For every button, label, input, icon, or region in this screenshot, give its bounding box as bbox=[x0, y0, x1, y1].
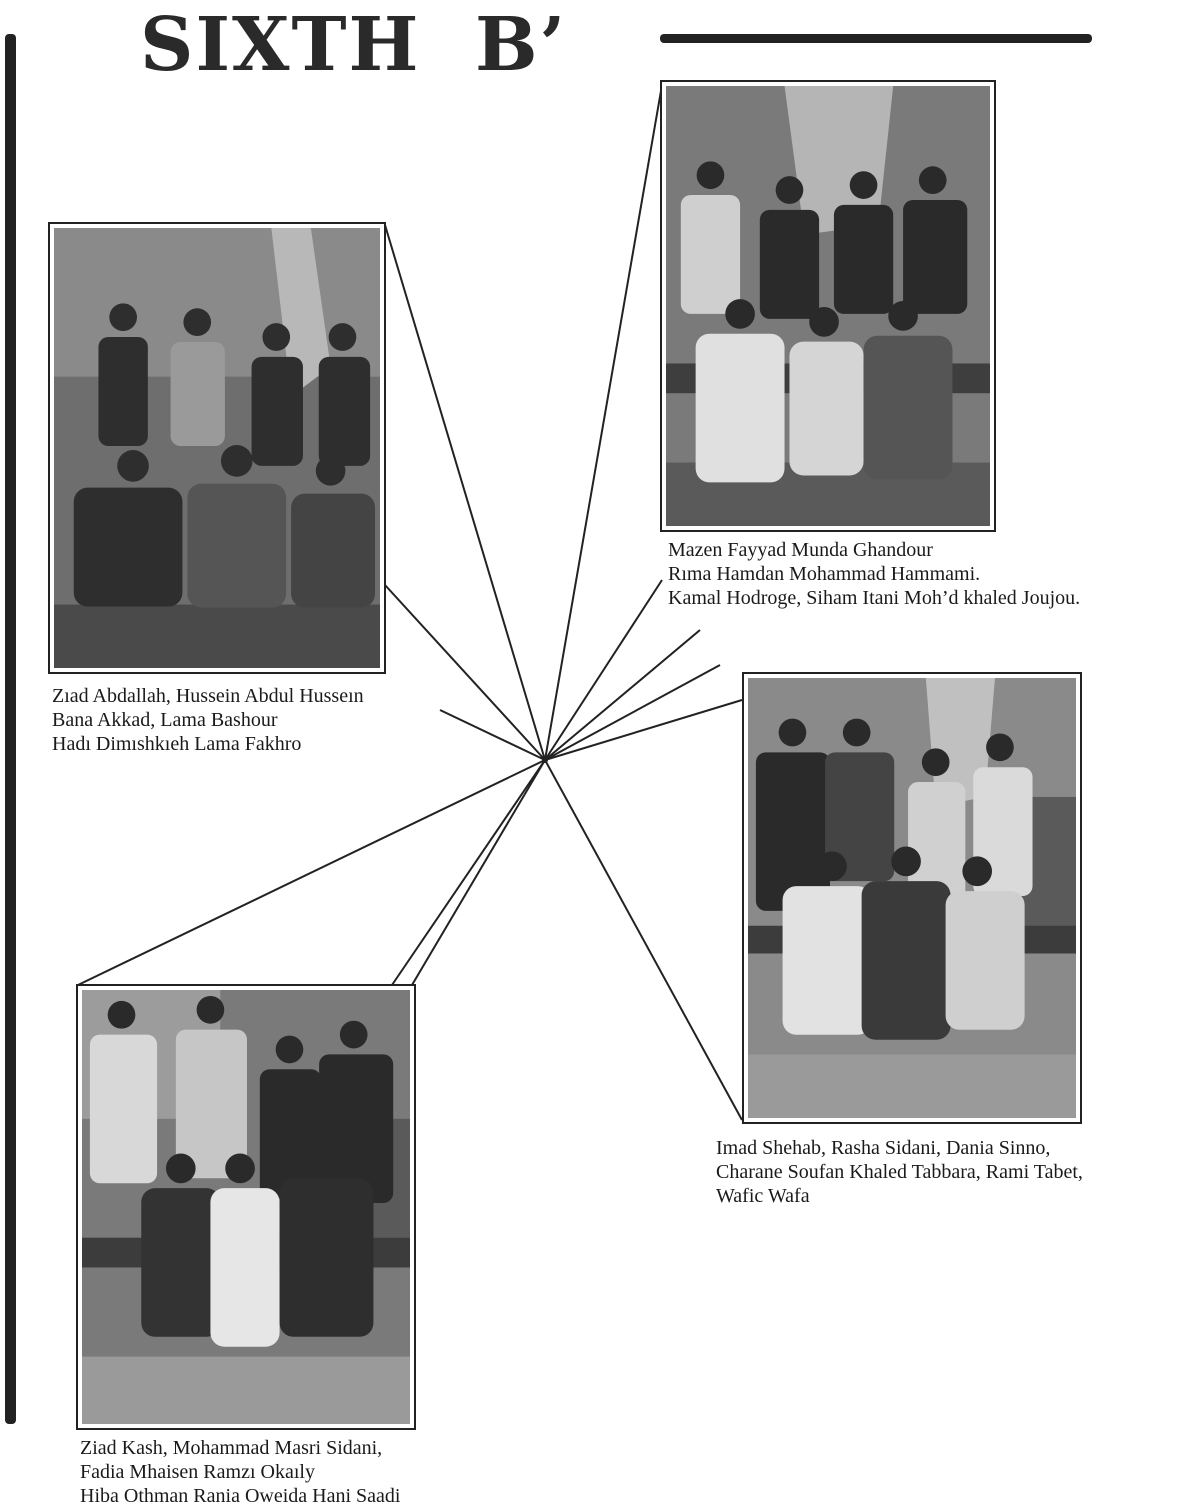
caption-line: Rıma Hamdan Mohammad Hammami. bbox=[668, 563, 981, 585]
caption-group-4 bbox=[80, 1436, 400, 1508]
connector-line bbox=[545, 85, 662, 760]
connector-line bbox=[440, 710, 545, 760]
caption-line: Zıad Abdallah, Hussein Abdul Husseın bbox=[52, 685, 364, 707]
caption-line: Bana Akkad, Lama Bashour bbox=[52, 709, 278, 731]
caption-line: Mazen Fayyad Munda Ghandour bbox=[668, 539, 933, 561]
caption-line: Charane Soufan Khaled Tabbara, Rami Tabet, bbox=[716, 1161, 1083, 1183]
caption-line: Hiba Othman Rania Oweida Hani Saadi bbox=[80, 1485, 401, 1507]
connector-line bbox=[392, 760, 545, 985]
connector-line bbox=[385, 585, 545, 760]
center-point bbox=[542, 757, 548, 763]
caption-group-2 bbox=[668, 538, 1080, 610]
connector-line bbox=[545, 700, 742, 760]
title-main: SIXTH bbox=[140, 2, 421, 88]
caption-line: Wafic Wafa bbox=[716, 1185, 810, 1207]
caption-group-3 bbox=[716, 1136, 1083, 1208]
group-photo-4 bbox=[76, 984, 416, 1430]
connector-line bbox=[412, 760, 545, 985]
title-section: B’ bbox=[475, 2, 568, 88]
caption-line: Ziad Kash, Mohammad Masri Sidani, bbox=[80, 1437, 383, 1459]
caption-line: Kamal Hodroge, Siham Itani Moh’d khaled Joujou. bbox=[668, 587, 1081, 609]
group-photo-1 bbox=[48, 222, 386, 674]
connector-line bbox=[78, 760, 545, 985]
caption-line: Hadı Dimıshkıeh Lama Fakhro bbox=[52, 733, 302, 755]
connector-line bbox=[545, 665, 720, 760]
connector-line bbox=[385, 225, 545, 760]
group-photo-3 bbox=[742, 672, 1082, 1124]
connector-line bbox=[545, 580, 662, 760]
caption-line: Fadia Mhaisen Ramzı Okaıly bbox=[80, 1461, 315, 1483]
connector-line bbox=[545, 760, 742, 1120]
group-photo-2 bbox=[660, 80, 996, 532]
caption-line: Imad Shehab, Rasha Sidani, Dania Sinno, bbox=[716, 1137, 1051, 1159]
caption-group-1 bbox=[52, 684, 364, 756]
connector-line bbox=[545, 630, 700, 760]
